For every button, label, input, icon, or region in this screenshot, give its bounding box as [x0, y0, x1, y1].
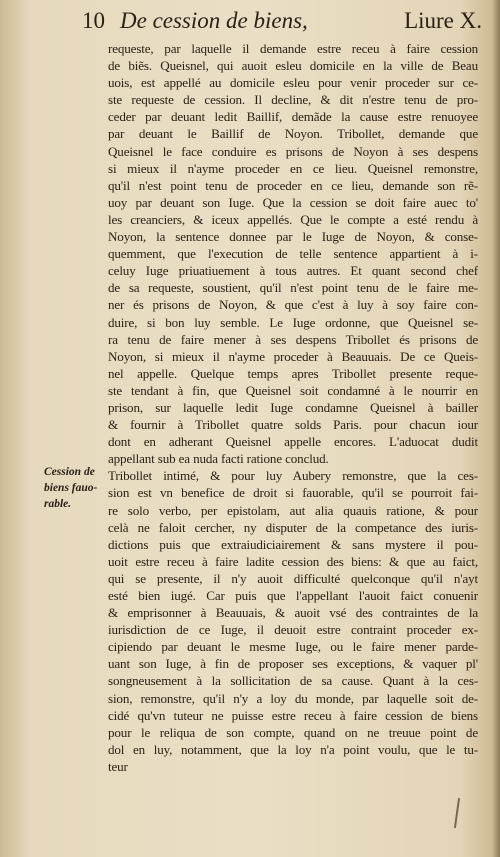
text-line: ra tenu de faire mener à ses despens Tribollet és prisons de [108, 331, 478, 347]
text-line: ste requeste de cession. Il decline, & dit n'estre tenu de pro- [108, 92, 478, 108]
text-line: sion, remonstre, qu'il n'y a loy du monde, par laquelle soit de- [108, 690, 478, 706]
ink-mark [454, 798, 460, 828]
text-line: les creanciers, & iceux appellés. Que le compte a esté rendu à [108, 211, 478, 227]
body-text [108, 40, 478, 775]
text-line: teur [108, 758, 128, 774]
text-line: prison, sur laquelle ledit Iuge condamne Queisnel à bailler [108, 399, 478, 415]
text-line: cidé qu'vn tuteur ne puisse estre receu à faire cession de biens [108, 707, 478, 723]
text-line: dont en adherant Queisnel appelle encores. L'aduocat dudit [108, 434, 478, 450]
text-line: uoit estre receu à faire ladite cession des biens: & que au faict, [108, 553, 478, 569]
text-line: esté bien iugé. Car puis que l'appellant l'auoit faict conuenir [108, 588, 478, 603]
text-line: iurisdiction de ce Iuge, il deuoit estre contraint proceder ex- [108, 622, 478, 638]
page-edge-shadow [492, 0, 500, 857]
margin-note-line: rable. [44, 498, 72, 510]
text-line: songneusement à la sollicitation de sa cause. Quant à la ces- [108, 673, 478, 689]
text-line: & fournir à Tribollet quatre solds Paris. pour chacun iour [108, 417, 478, 433]
text-line: si mieux il n'ayme proceder en ce lieu. Queisnel remonstre, [108, 160, 478, 176]
paragraph-1 [108, 40, 478, 467]
text-line: celuy Iuge priuatiuement à tous autres. Et quant second chef [108, 263, 478, 279]
text-line: nel appelle. Quelque temps apres Tribollet presente reque- [108, 365, 478, 381]
margin-note-line: biens fauo- [44, 482, 98, 494]
text-line: & emprisonner à Beauuais, & auoit vsé des contraintes de la [108, 605, 478, 621]
text-line: qu'il n'est point tenu de proceder en ce lieu, demande son rẽ- [108, 177, 478, 193]
text-line: de sa requeste, soustient, qu'il n'est point tenu de le faire me- [108, 280, 478, 296]
text-line: uois, est appellé au domicile esleu pour venir proceder sur ce- [108, 75, 478, 91]
text-line: dictions puis que extraiudiciairement & sans mystere il pou- [108, 536, 478, 552]
paragraph-2 [108, 467, 478, 775]
page-header [82, 8, 482, 38]
text-line: dol en luy, notamment, que la loy n'a point voulu, que le tu- [108, 741, 478, 757]
text-line: uoy par deuant son Iuge. Que la cession se doit faire auec to' [108, 194, 478, 210]
text-line: uant son Iuge, à fin de proposer ses exceptions, & vaquer pl' [108, 656, 478, 672]
text-line: pour le reliqua de son compte, quand on ne treuue point de [108, 724, 478, 740]
book-number: Liure X. [404, 8, 482, 33]
text-line: ner és prisons de Noyon, & que c'est à luy à soy faire con- [108, 297, 478, 313]
text-line: Queisnel le face conduire es prisons de Noyon à ses despens [108, 143, 478, 159]
text-line: ceder par deuant ledit Baillif, demãde la cause estre renuoyee [108, 109, 478, 125]
text-line: qui se presente, il n'y auoit difficulté quelconque qu'il n'ayt [108, 570, 478, 586]
text-line: de biẽs. Queisnel, qui auoit esleu domicile en la ville de Beau [108, 58, 478, 74]
text-line: Tribollet intimé, & pour luy Aubery remonstre, que la ces- [108, 468, 478, 484]
text-line: re solo verbo, per epistolam, aut alia quauis ratione, & pour [108, 502, 478, 518]
text-line: requeste, par laquelle il demande estre receu à faire cession [108, 41, 478, 56]
folio-number: 10 [82, 8, 105, 33]
text-line: celà ne faloit cercher, ny disputer de la competance des iuris- [108, 519, 478, 535]
margin-note [44, 464, 106, 512]
text-line: appellant sub ea nuda facti ratione conclud. [108, 451, 329, 467]
text-line: cipiendo par deuant le mesme Iuge, ou le faire mener parde- [108, 639, 478, 655]
text-line: sion est vn benefice de droit si fauorable, qu'il se pourroit fai- [108, 485, 478, 501]
text-line: quemment, que l'execution de telle sentence appartient à i- [108, 246, 478, 262]
text-line: ste tendant à fin, que Queisnel soit condamné à le nourrir en [108, 382, 478, 398]
margin-note-line: Cession de [44, 466, 95, 478]
text-line: Noyon, si mieux il n'ayme proceder à Beauuais. De ce Queis- [108, 348, 478, 364]
text-line: par deuant le Baillif de Noyon. Tribollet, demande que [108, 126, 478, 142]
text-line: duire, si bon luy semble. Le Iuge ordonne, que Queisnel se- [108, 314, 478, 330]
running-title: De cession de biens, [120, 8, 308, 33]
text-line: Noyon, la sentence donnee par le Iuge de Noyon, & conse- [108, 229, 478, 245]
